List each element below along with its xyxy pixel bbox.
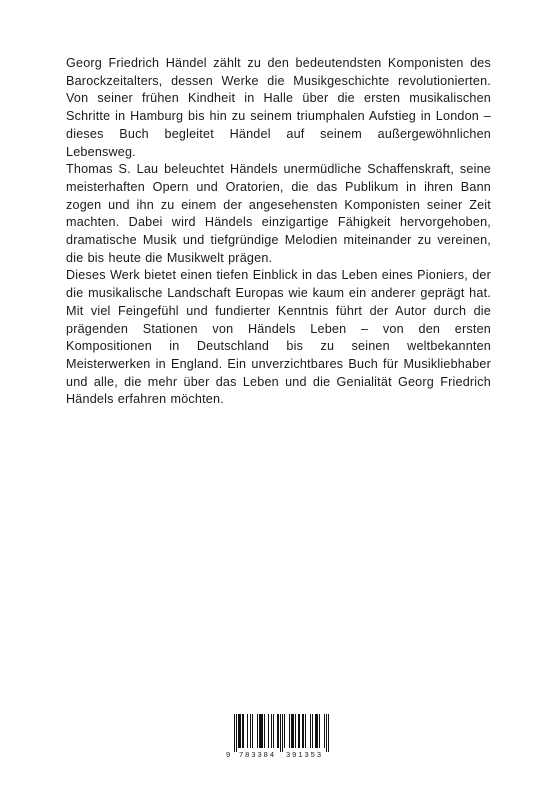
barcode-bar: [298, 714, 299, 748]
barcode-bar: [268, 714, 269, 748]
barcode-bar: [261, 714, 262, 748]
barcode-bar: [271, 714, 272, 748]
barcode-bar: [239, 714, 240, 748]
blurb-text: [66, 55, 491, 409]
barcode-left-digits: 783384: [239, 750, 274, 759]
barcode-bar: [291, 714, 292, 748]
barcode-bar: [252, 714, 253, 748]
barcode-bar: [250, 714, 251, 748]
barcode-bar: [305, 714, 306, 748]
barcode-bar: [289, 714, 290, 748]
barcode-bar: [242, 714, 243, 748]
barcode-bar: [312, 714, 313, 748]
barcode-bar: [326, 714, 327, 752]
barcode-bar: [299, 714, 300, 748]
barcode-bar: [284, 714, 285, 748]
barcode-bar: [264, 714, 265, 748]
barcode-bar: [257, 714, 258, 748]
blurb-paragraph-1: Georg Friedrich Händel zählt zu den bedeutendsten Komponisten des Barockzeitalters, dessen Werke die Musikgeschichte revolutionierten. Von seiner frühen Kindheit in Halle über die ersten musikalischen Schritte in Hamburg bis hin zu seinem triumphalen Aufstieg in London – dieses Buch begleitet Händel auf seinem außergewöhnlichen Lebensweg.: [66, 56, 491, 159]
barcode-bar: [277, 714, 278, 748]
barcode-bar: [280, 714, 281, 752]
barcode-bar: [292, 714, 293, 748]
barcode-lead-digit: 9: [226, 750, 231, 759]
barcode-bar: [303, 714, 304, 748]
barcode-bar: [240, 714, 241, 748]
barcode-bar: [315, 714, 316, 748]
barcode-bar: [328, 714, 329, 752]
barcode-bar: [234, 714, 235, 752]
barcode-bar: [316, 714, 317, 748]
barcode-bar: [260, 714, 261, 748]
blurb-paragraph-3: Dieses Werk bietet einen tiefen Einblick in das Leben eines Pioniers, der die musikalische Landschaft Europas wie kaum ein anderer geprägt hat. Mit viel Feingefühl und fundierter Kenntnis führt der Autor durch die prägenden Stationen von Händels Leben – von den ersten Kompositionen in Deutschland bis zu seinen weltbekannten Meisterwerken in England. Ein unverzichtbares Buch für Musikliebhaber und alle, die mehr über das Leben und die Genialität Georg Friedrich Händels erfahren möchten.: [66, 268, 491, 407]
barcode-bar: [317, 714, 318, 748]
barcode-bar: [295, 714, 296, 748]
barcode-bar: [302, 714, 303, 748]
barcode-graphic: [226, 714, 334, 760]
barcode-bar: [282, 714, 283, 752]
barcode-bar: [243, 714, 244, 748]
barcode-right-digits: 391353: [286, 750, 321, 759]
barcode-bar: [262, 714, 263, 748]
barcode-bar: [259, 714, 260, 748]
barcode-bar: [293, 714, 294, 748]
barcode-bar: [247, 714, 248, 748]
barcode-bar: [319, 714, 320, 748]
barcode-bar: [310, 714, 311, 748]
barcode-bar: [278, 714, 279, 748]
barcode-bar: [236, 714, 237, 752]
barcode-bar: [324, 714, 325, 748]
isbn-barcode: [226, 714, 334, 760]
barcode-bar: [273, 714, 274, 748]
blurb-paragraph-2: Thomas S. Lau beleuchtet Händels unermüdliche Schaffenskraft, seine meisterhaften Opern und Oratorien, die das Publikum in ihren Bann zogen und ihn zu einem der angesehensten Komponisten seiner Zeit machten. Dabei wird Händels einzigartige Fähigkeit hervorgehoben, dramatische Musik und tiefgründige Melodien miteinander zu vereinen, die bis heute die Musikwelt prägen.: [66, 162, 491, 265]
barcode-bar: [238, 714, 239, 748]
barcode-bars: [234, 714, 329, 752]
